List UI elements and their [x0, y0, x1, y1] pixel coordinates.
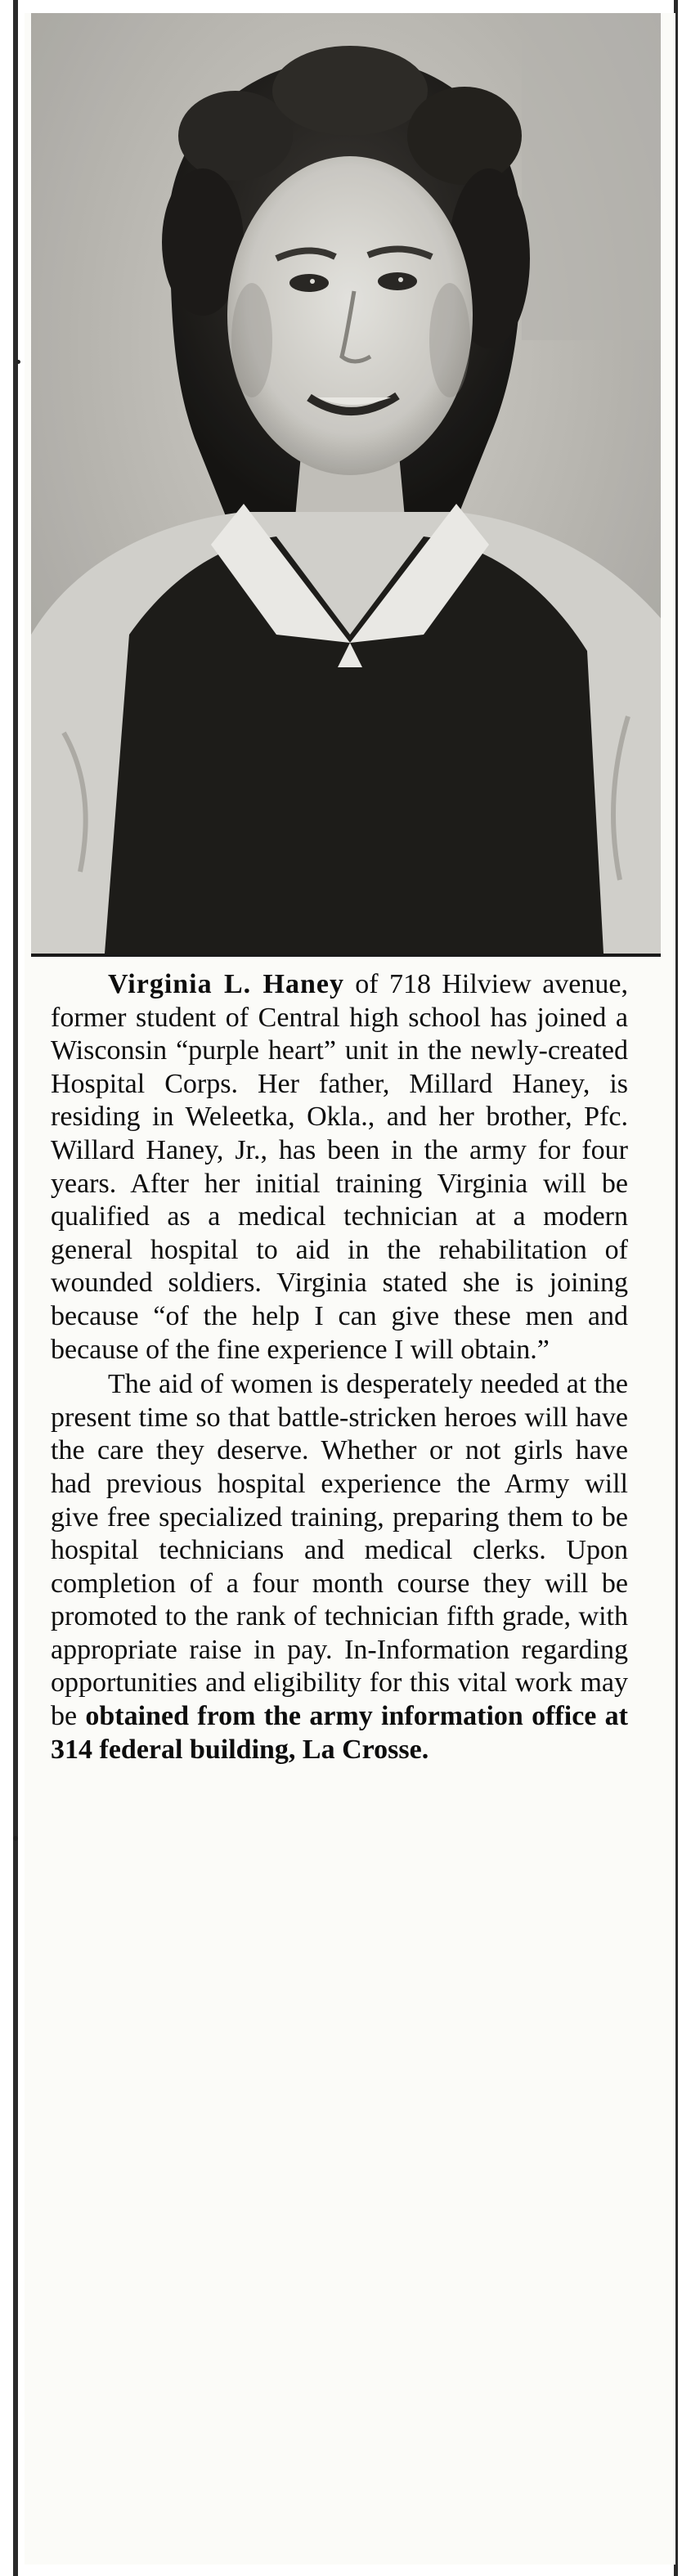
article-paragraph-1-text: of 718 Hilview avenue, former student of Central high school has joined a Wisconsin “purple heart” unit in the newly-created Hospital Corps. Her father, Millard Haney, is residing in Weleetka, Okla., and her brother, Pfc. Willard Haney, Jr., has been in the army for four years. After her initial training Virginia will be qualified as a medical technician at a modern general hospital to aid in the rehabilitation of wounded soldiers. Virginia stated she is joining because “of the help I can give these men and because of the fine experience I will obtain.” [51, 969, 628, 1365]
print-speck [16, 360, 20, 364]
article-closing-text: obtained from the army information office at 314 federal building, La Crosse. [51, 1701, 628, 1765]
article-paragraph-2-text: The aid of women is desperately needed at the present time so that battle-stricken heroes will have the care they deserve. Whether or not girls have had previous hospital experience the Army will give free specialized training, preparing them to be hospital technicians and medical clerks. Upon completion of a four month course they will be promoted to the rank of technician fifth grade, with appropriate raise in pay. In-Information regarding opportunities and eligibility for this vital work may be [51, 1369, 628, 1732]
article-paragraph-2 [51, 1368, 628, 1766]
print-speck [13, 1836, 18, 1841]
article-subject-name: Virginia L. Haney [108, 969, 344, 999]
portrait-illustration [31, 13, 661, 954]
article-paragraph-1 [51, 968, 628, 1367]
photo-divider [31, 954, 661, 957]
article-body [51, 968, 628, 1766]
clipping-left-border [13, 0, 18, 2576]
portrait-photo [31, 13, 661, 954]
